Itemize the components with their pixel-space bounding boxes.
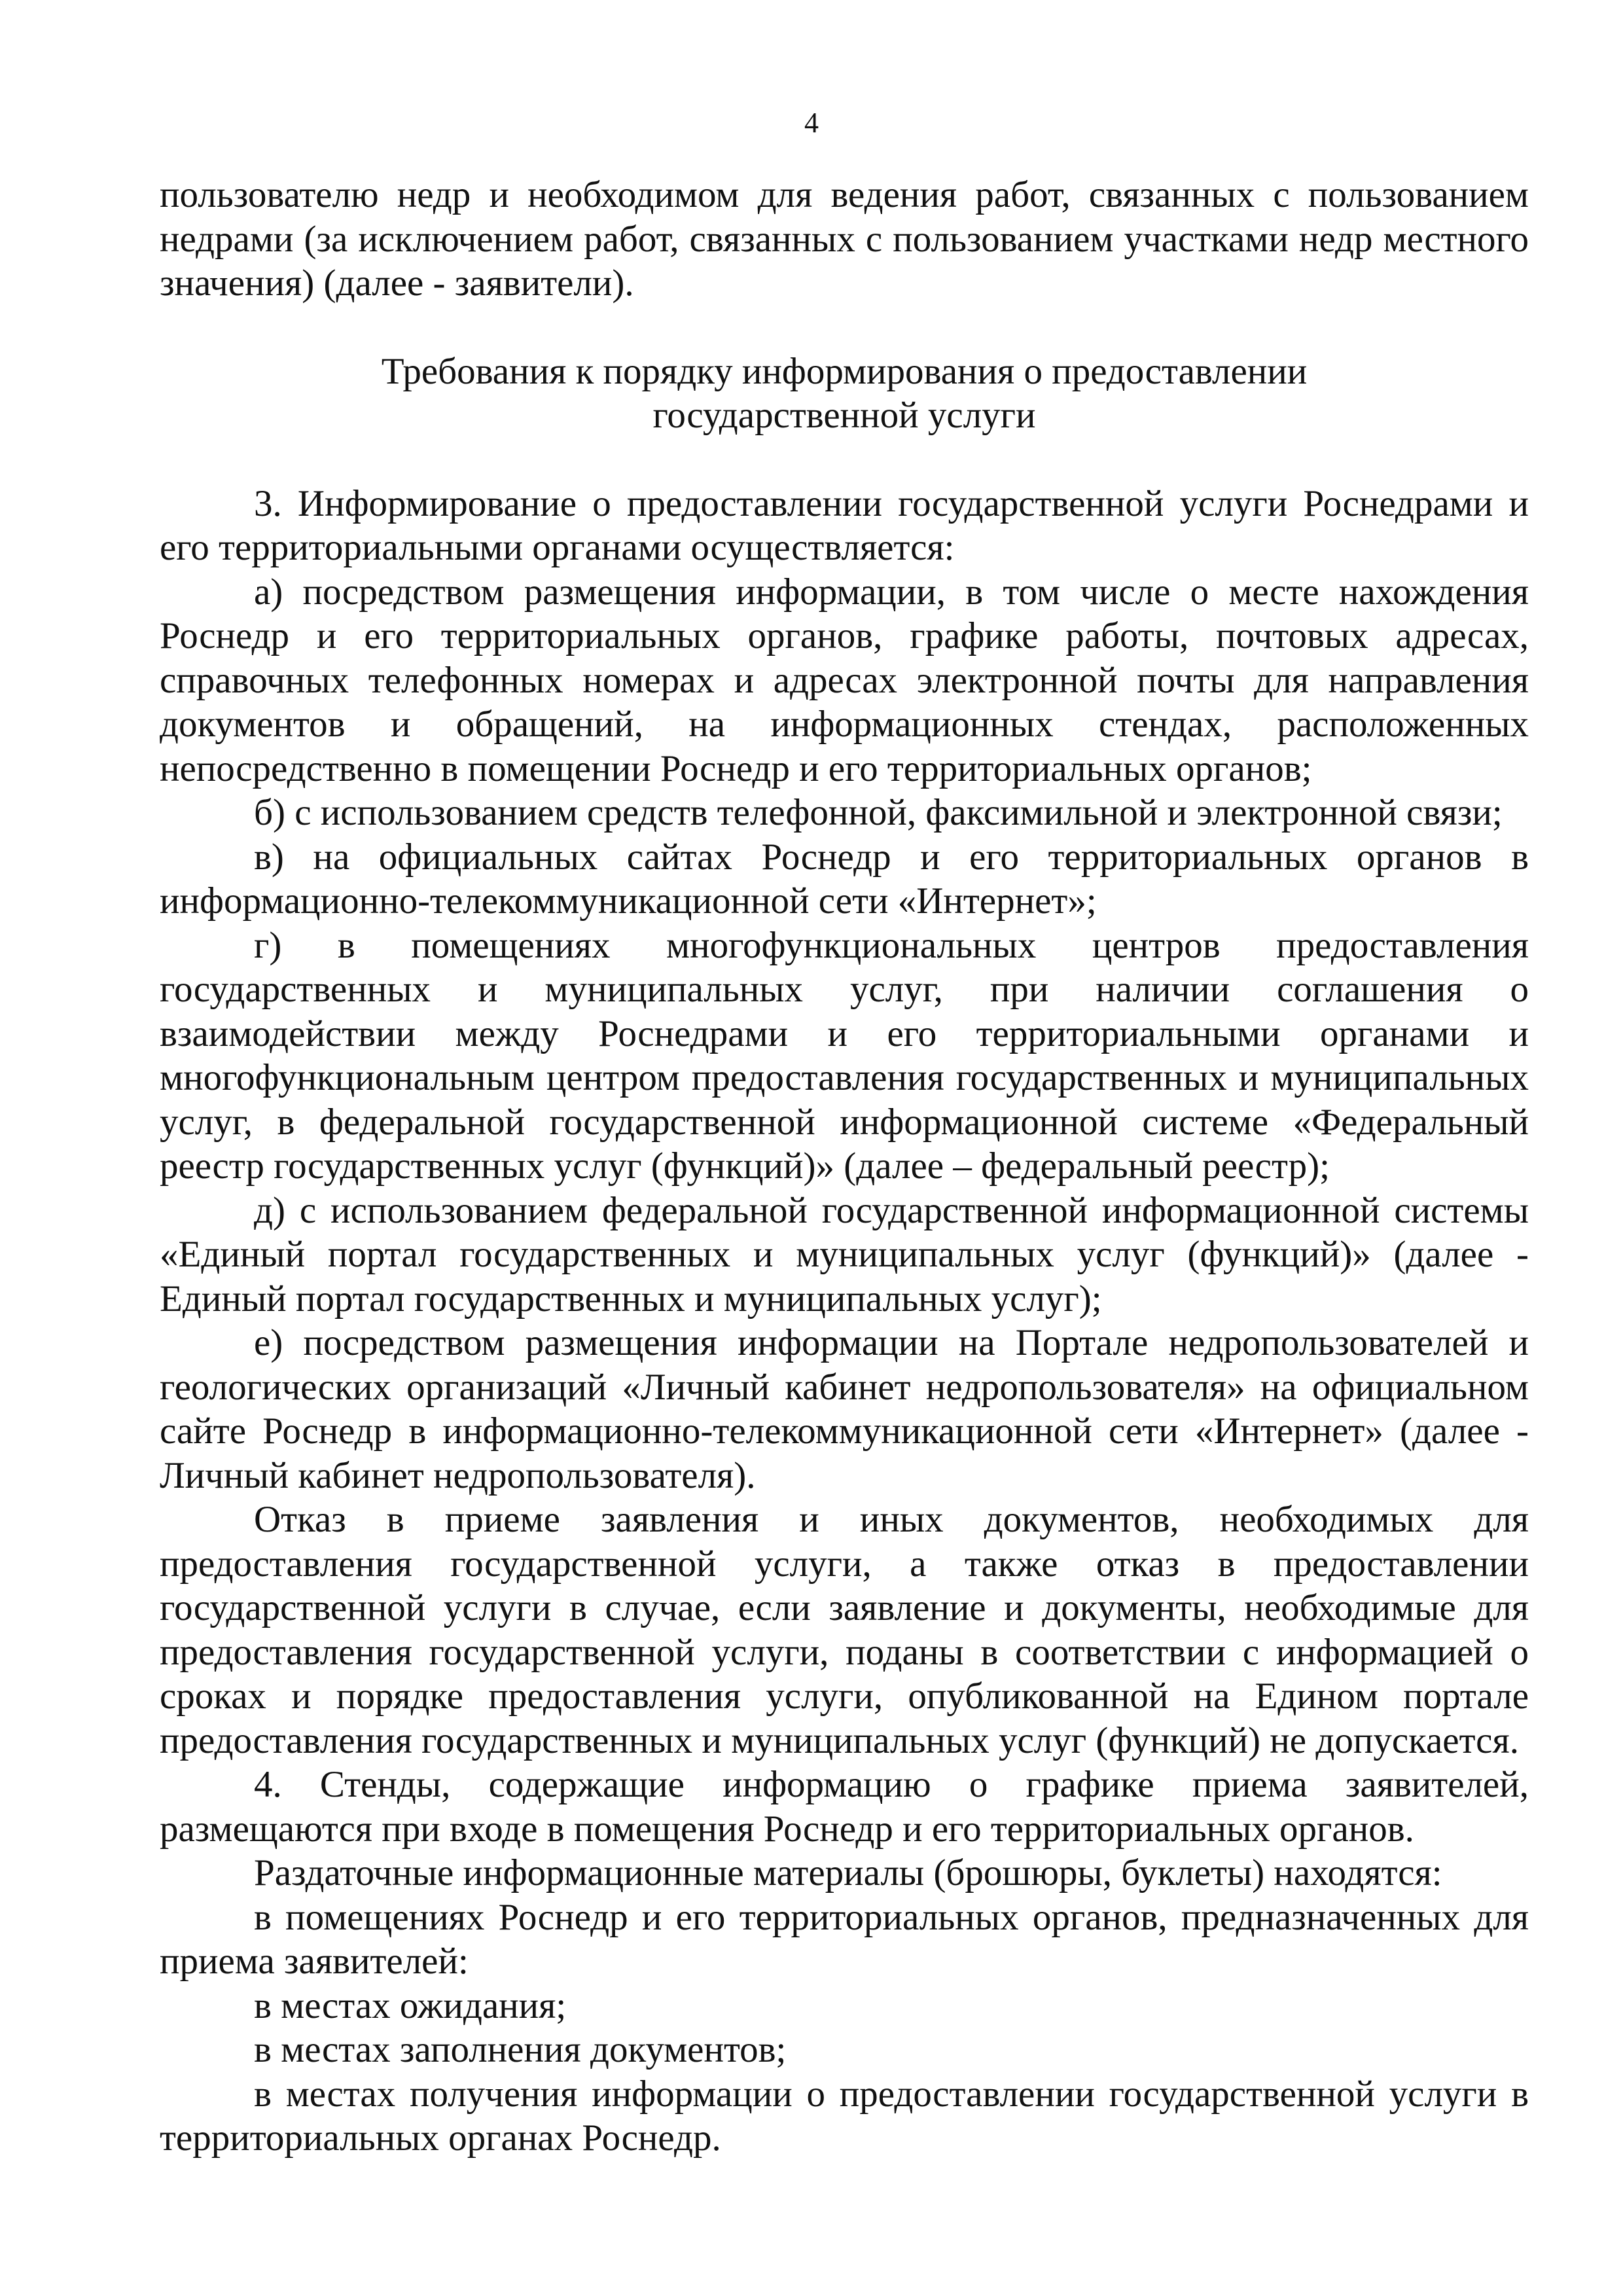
intro-paragraph: пользователю недр и необходимом для ведения работ, связанных с пользованием недрами (за исключением работ, связанных с пользованием участками недр местного значения) (далее - заявители). xyxy=(160,174,1529,304)
section-heading xyxy=(160,350,1529,438)
item-d: д) с использованием федеральной государственной информационной системы «Единый портал государственных и муниципальных услуг (функций)» (далее - Единый портал государственных и муниципальных услуг); xyxy=(160,1189,1529,1319)
section-heading-line-1: Требования к порядку информирования о предоставлении xyxy=(381,350,1308,392)
item-g: г) в помещениях многофункциональных центров предоставления государственных и муниципальных услуг, при наличии соглашения о взаимодействии между Роснедрами и его территориальными органами и многофункциональным центром предоставления государственных и муниципальных услуг, в федеральной государственной информационной системе «Федеральный реестр государственных услуг (функций)» (далее – федеральный реестр); xyxy=(160,924,1529,1187)
handouts-paragraph: Раздаточные информационные материалы (брошюры, буклеты) находятся: xyxy=(254,1852,1442,1893)
refusal-paragraph: Отказ в приеме заявления и иных документов, необходимых для предоставления государственной услуги, а также отказ в предоставлении государственной услуги в случае, если заявление и документы, необходимые для предоставления государственной услуги, поданы в соответствии с информацией о сроках и порядке предоставления услуги, опубликованной на Едином портале предоставления государственных и муниципальных услуг (функций) не допускается. xyxy=(160,1499,1529,1761)
paragraph-4: 4. Стенды, содержащие информацию о графике приема заявителей, размещаются при входе в помещения Роснедр и его территориальных органов. xyxy=(160,1764,1529,1850)
item-e: е) посредством размещения информации на Портале недропользователей и геологических организаций «Личный кабинет недропользователя» на официальном сайте Роснедр в информационно-телекоммуникационной сети «Интернет» (далее - Личный кабинет недропользователя). xyxy=(160,1322,1529,1496)
item-b: б) с использованием средств телефонной, факсимильной и электронной связи; xyxy=(254,792,1503,833)
item-v: в) на официальных сайтах Роснедр и его территориальных органов в информационно-телекоммуникационной сети «Интернет»; xyxy=(160,836,1529,922)
section-heading-line-2: государственной услуги xyxy=(652,395,1036,436)
handouts-location-premises: в помещениях Роснедр и его территориальных органов, предназначенных для приема заявителей: xyxy=(160,1896,1529,1982)
document-body xyxy=(160,173,1529,2161)
handouts-location-filling: в местах заполнения документов; xyxy=(254,2029,787,2070)
paragraph-3: 3. Информирование о предоставлении государственной услуги Роснедрами и его территориальными органами осуществляется: xyxy=(160,482,1529,568)
page-number: 4 xyxy=(804,107,819,139)
item-a: а) посредством размещения информации, в том числе о месте нахождения Роснедр и его территориальных органов, графике работы, почтовых адресах, справочных телефонных номерах и адресах электронной почты для направления документов и обращений, на информационных стендах, расположенных непосредственно в помещении Роснедр и его территориальных органов; xyxy=(160,571,1529,789)
handouts-location-waiting: в местах ожидания; xyxy=(254,1984,567,2026)
handouts-location-info: в местах получения информации о предоставлении государственной услуги в территориальных органах Роснедр. xyxy=(160,2073,1529,2159)
